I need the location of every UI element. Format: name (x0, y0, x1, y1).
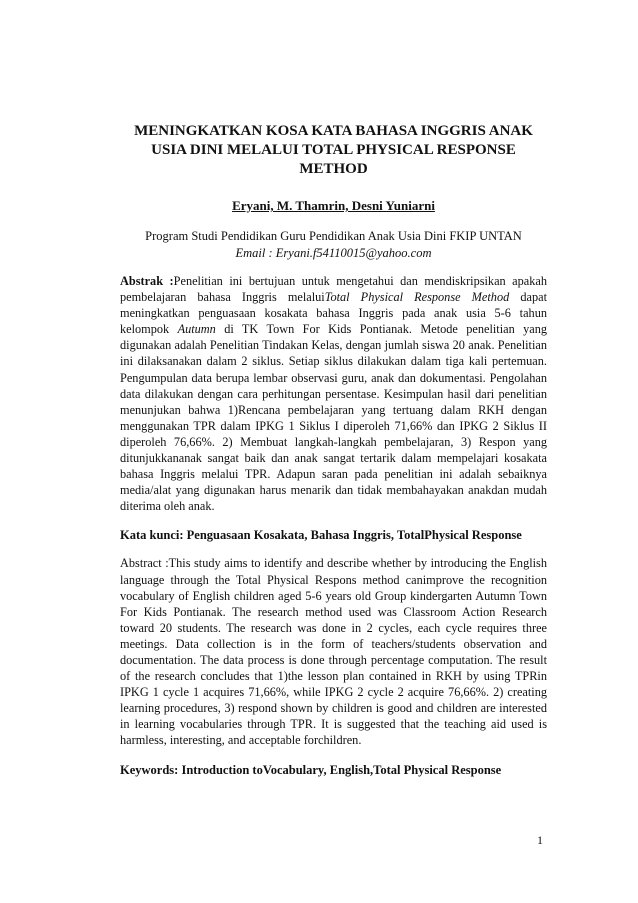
author-list: Eryani, M. Thamrin, Desni Yuniarni (232, 198, 435, 213)
abstract-text-part-1: Penelitian ini bertujuan untuk mengetahui dan mendiskripsikan apakah pembelajaran bahasa Inggris melalui (120, 274, 548, 305)
keywords-indonesian: Kata kunci: Penguasaan Kosakata, Bahasa Inggris, TotalPhysical Response (120, 528, 522, 543)
abstract-method-name: Total Physical Response Method (324, 290, 510, 305)
keywords-english: Keywords: Introduction toVocabulary, English,Total Physical Response (120, 762, 502, 777)
abstract-text-part-2: dapat meningkatkan penguasaan kosakata bahasa Inggris pada anak usia 5-6 tahun kelompok (120, 290, 547, 337)
affiliation: Program Studi Pendidikan Guru Pendidikan Anak Usia Dini FKIP UNTAN (145, 229, 522, 243)
page-number: 1 (537, 833, 543, 847)
abstract-english: Abstract :This study aims to identify and describe whether by introducing the English language through the Total Physical Respons method canimprove the recognition vocabulary of English children aged 5-6 years old Group kindergarten Autumn Town For Kids Pontianak. The research method used was Classroom Action Research toward 20 students. The research was done in 2 cycles, each cycle requires three meetings. Data collection is in the form of teachers/students observation and documentation. The data process is done through percentage computation. The result of the research concludes that 1)the lesson plan contained in RKH by using TPRin IPKG 1 cycle 1 acquires 71,66%, while IPKG 2 cycle 2 acquire 76,66%. 2) creating learning procedures, 3) respond shown by children is good and children are interested in learning vocabularies through TPR. It is suggested that the teaching aid used is harmless, interesting, and acceptable forchildren. (120, 556, 547, 748)
abstract-group-name: Autumn (177, 322, 216, 337)
abstract-text-part-3: di TK Town For Kids Pontianak. Metode penelitian yang digunakan adalah Penelitian Tindakan Kelas, dengan jumlah siswa 20 anak. Penelitian ini dilaksanakan dalam 2 siklus. Setiap siklus dilakukan dalam tiga kali pertemuan. Pengumpulan data berupa lembar observasi guru, anak dan dokumentasi. Pengolahan data dilakukan dengan cara perhitungan persentase. Kesimpulan hasil dari penelitian menunjukan bahwa 1)Rencana pembelajaran yang tertuang dalam RKH dengan menggunakan TPR dalam IPKG 1 Siklus I diperoleh 71,66% dan IPKG 2 Siklus II diperoleh 76,66%. 2) Membuat langkah-langkah pembelajaran, 3) Respon yang ditunjukkananak sangat baik dan anak sangat tertarik dalam mempelajari kosakata bahasa Inggris melalui TPR. Adapun saran pada penelitian ini adalah sebaiknya media/alat yang digunakan harus menarik dan tidak membahayakan anakdan mudah diterima oleh anak. (120, 322, 548, 514)
abstract-indonesian (120, 273, 547, 514)
author-email: Email : Eryani.f54110015@yahoo.com (235, 246, 432, 260)
abstract-label: Abstrak : (120, 274, 174, 288)
paper-title: MENINGKATKAN KOSA KATA BAHASA INGGRIS ANAK USIA DINI MELALUI TOTAL PHYSICAL RESPONSE METHOD (134, 123, 533, 177)
paper-content (120, 122, 547, 778)
